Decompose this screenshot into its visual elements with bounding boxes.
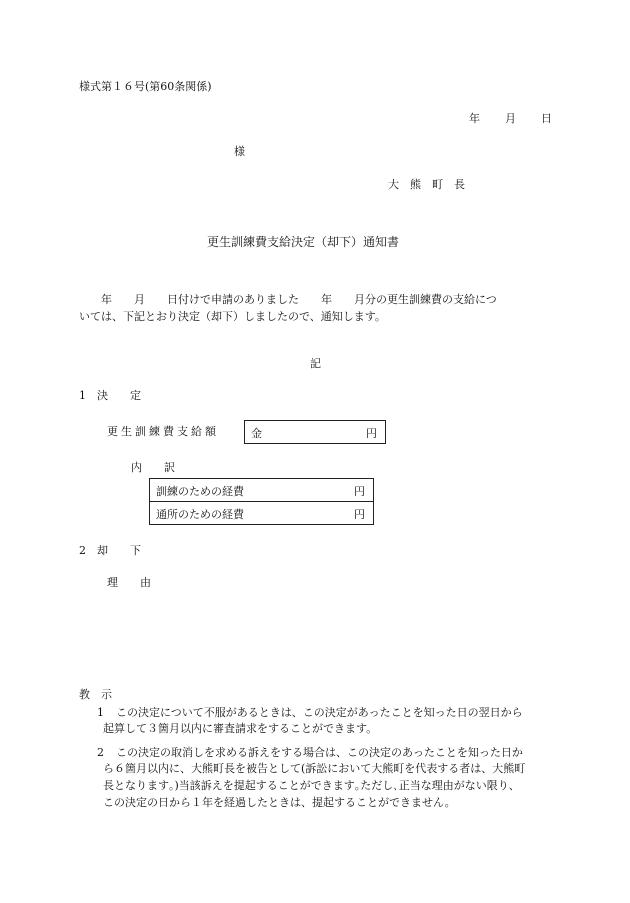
- instruction-1-number: 1: [97, 706, 104, 719]
- breakdown-item-label: 訓練のための経費: [156, 485, 244, 498]
- breakdown-table: [149, 478, 374, 525]
- sender-name: 大 熊 町 長: [388, 178, 465, 191]
- breakdown-item-unit: 円: [354, 508, 365, 521]
- instruction-1-line-2: 起算して３箇月以内に審査請求をすることができます。: [103, 722, 378, 735]
- recipient-suffix: 様: [234, 145, 245, 158]
- instruction-2-line-1: この決定の取消しを求める訴えをする場合は、この決定のあったことを知った日か: [116, 746, 523, 759]
- breakdown-row-commute: [150, 501, 373, 524]
- document-title: 更生訓練費支給決定（却下）通知書: [207, 235, 400, 249]
- amount-prefix: 金: [251, 427, 262, 440]
- instruction-2-line-4: この決定の日から１年を経過したときは、提起することができません。: [103, 796, 456, 809]
- rejection-heading: 却 下: [97, 544, 141, 557]
- instruction-1-line-1: この決定について不服があるときは、この決定があったことを知った日の翌日から: [116, 706, 523, 719]
- intro-line-1: 年 月 日付けで申請のありました 年 月分の更生訓練費の支給につ: [79, 293, 497, 306]
- rejection-heading-number: 2: [79, 544, 86, 557]
- amount-box: [244, 420, 386, 444]
- date-month-label: 月: [505, 112, 516, 125]
- ki-label: 記: [310, 357, 321, 370]
- amount-label: 更生訓練費支給額: [107, 425, 219, 438]
- date-day-label: 日: [541, 112, 552, 125]
- breakdown-label: 内 訳: [131, 461, 175, 474]
- intro-line-2: いては、下記とおり決定（却下）しましたので、通知します。: [79, 310, 386, 323]
- decision-heading-number: 1: [79, 389, 86, 402]
- instruction-2-line-3: 長となります｡)当該訴えを提起することができます｡ただし､正当な理由がない限り、: [103, 779, 520, 792]
- amount-unit: 円: [366, 427, 377, 440]
- breakdown-item-unit: 円: [354, 485, 365, 498]
- instructions-heading: 教 示: [79, 688, 112, 701]
- date-year-label: 年: [469, 112, 480, 125]
- reason-label: 理 由: [107, 576, 151, 589]
- instruction-2-number: 2: [97, 746, 104, 759]
- form-number: 様式第１６号(第60条関係): [79, 80, 212, 93]
- breakdown-row-training: [150, 479, 373, 501]
- breakdown-item-label: 通所のための経費: [156, 508, 244, 521]
- decision-heading: 決 定: [97, 389, 141, 402]
- instruction-2-line-2: ら６箇月以内に、大熊町長を被告として(訴訟において大熊町を代表する者は、大熊町: [103, 762, 526, 775]
